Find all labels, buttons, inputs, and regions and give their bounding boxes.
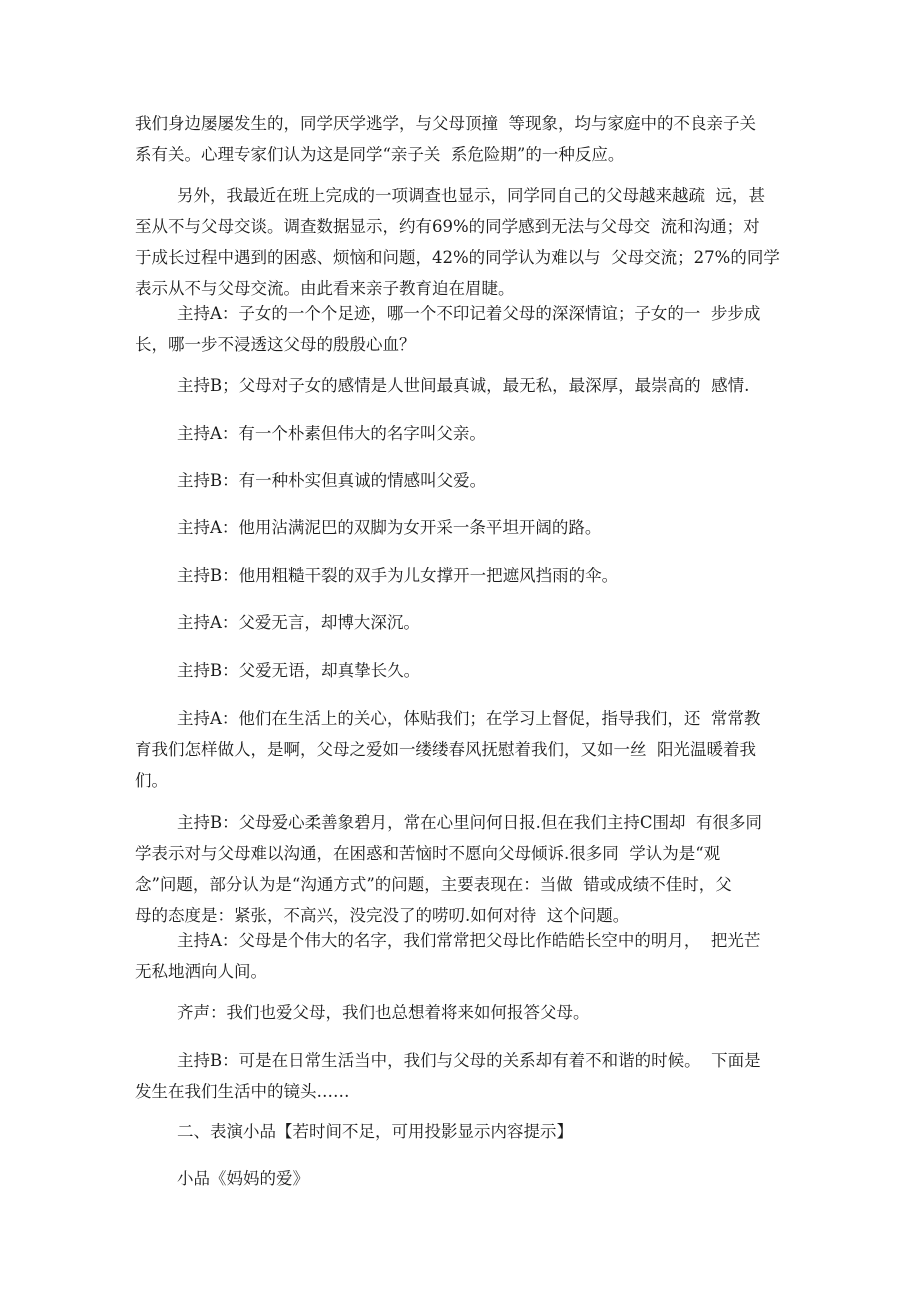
paragraph-host-a-6 [135,925,785,987]
text-line: 主持B；父母对子女的感情是人世间最真诚，最无私，最深厚，最崇高的 感情. [135,376,750,395]
paragraph-intro [135,108,785,170]
text-line: 主持B：父母爱心柔善象碧月，常在心里问何日报.但在我们主持C围却 有很多同 [135,813,762,832]
text-line: 主持A：子女的一个个足迹，哪一个不印记着父母的深深情谊；子女的一 步步成 [135,304,761,323]
paragraph-host-b-4 [135,655,785,686]
text-line: 小品《妈妈的爱》 [135,1169,309,1188]
text-line: 我们身边屡屡发生的，同学厌学逃学，与父母顶撞 等现象，均与家庭中的不良亲子关 [135,114,756,133]
text-line: 主持A：他用沾满泥巴的双脚为女开采一条平坦开阔的路。 [135,518,602,537]
paragraph-host-a-5 [135,703,785,796]
paragraph-host-a-4 [135,607,785,638]
text-line: 主持A：父母是个伟大的名字，我们常常把父母比作皓皓长空中的明月， 把光芒 [135,931,761,950]
text-line: 另外，我最近在班上完成的一项调查也显示，同学同自己的父母越来越疏 远，甚 [135,186,765,205]
text-line: 长，哪一步不浸透这父母的殷殷心血？ [135,335,416,354]
text-line: 表示从不与父母交流。由此看来亲子教育迫在眉睫。 [135,279,515,298]
text-line: 主持B：有一种朴实但真诚的情感叫父爱。 [135,471,487,490]
paragraph-survey [135,180,785,304]
text-line: 二、表演小品【若时间不足，可用投影显示内容提示】 [135,1122,573,1141]
paragraph-host-a-1 [135,298,785,360]
text-line: 于成长过程中遇到的困惑、烦恼和问题，42%的同学认为难以与 父母交流；27%的同学 [135,248,780,267]
text-line: 主持A：他们在生活上的关心，体贴我们；在学习上督促，指导我们，还 常常教 [135,709,761,728]
paragraph-host-b-1 [135,370,785,401]
text-line: 发生在我们生活中的镜头…… [135,1082,350,1101]
text-line: 主持B：可是在日常生活当中，我们与父母的关系却有着不和谐的时候。 下面是 [135,1051,761,1070]
text-line: 无私地洒向人间。 [135,962,267,981]
text-line: 们。 [135,771,168,790]
paragraph-chorus [135,997,785,1028]
sketch-title [135,1163,785,1194]
text-line: 主持A：有一个朴素但伟大的名字叫父亲。 [135,424,486,443]
paragraph-host-a-2 [135,418,785,449]
text-line: 系有关。心理专家们认为这是同学“亲子关 系危险期”的一种反应。 [135,145,625,164]
text-line: 至从不与父母交谈。调查数据显示，约有69%的同学感到无法与父母交 流和沟通；对 [135,217,760,236]
text-line: 主持B：父爱无语，却真挚长久。 [135,661,421,680]
paragraph-host-b-5 [135,807,785,931]
text-line: 母的态度是：紧张，不高兴，没完没了的唠叨.如何对待 这个问题。 [135,906,630,925]
section-heading-performance [135,1116,785,1147]
paragraph-host-b-3 [135,560,785,591]
text-line: 主持A：父爱无言，却博大深沉。 [135,613,420,632]
text-line: 齐声：我们也爱父母，我们也总想着将来如何报答父母。 [135,1003,590,1022]
text-line: 主持B：他用粗糙干裂的双手为儿女撑开一把遮风挡雨的伞。 [135,566,619,585]
paragraph-host-b-6 [135,1045,785,1107]
text-line: 学表示对与父母难以沟通，在困惑和苦恼时不愿向父母倾诉.很多同 学认为是“观 [135,844,721,863]
paragraph-host-b-2 [135,465,785,496]
text-line: 念”问题，部分认为是“沟通方式”的问题，主要表现在：当做 错或成绩不佳时，父 [135,875,732,894]
text-line: 育我们怎样做人，是啊，父母之爱如一缕缕春风抚慰着我们，又如一丝 阳光温暖着我 [135,740,756,759]
paragraph-host-a-3 [135,512,785,543]
